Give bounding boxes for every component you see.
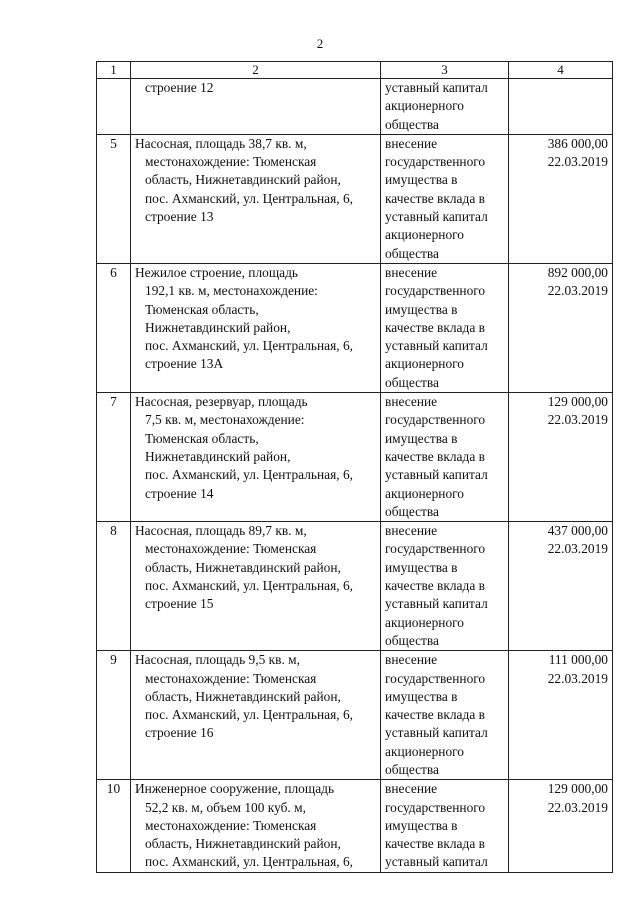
- description-line: местонахождение: Тюменская: [145, 670, 317, 686]
- header-col-2: 2: [131, 62, 381, 79]
- amount-value: 437 000,00: [547, 523, 608, 539]
- action-cell: [381, 393, 509, 522]
- description-line: строение 13А: [145, 356, 224, 372]
- date-value: 22.03.2019: [547, 799, 608, 815]
- continuation-value-cell: [509, 79, 613, 135]
- row-number-cell: 5: [97, 134, 131, 263]
- action-line: внесение: [385, 523, 438, 539]
- amount-value: 129 000,00: [547, 781, 608, 797]
- description-line: местонахождение: Тюменская: [145, 817, 317, 833]
- action-line: уставный капитал: [385, 209, 488, 225]
- amount-value: 386 000,00: [547, 135, 608, 151]
- amount-value: 111 000,00: [548, 652, 608, 668]
- action-line: имущества в: [385, 172, 458, 188]
- description-line: пос. Ахманский, ул. Центральная, 6,: [145, 578, 353, 594]
- action-line: внесение: [385, 652, 438, 668]
- action-line: уставный капитал: [385, 338, 488, 354]
- value-cell: [509, 263, 613, 392]
- action-cell: [381, 263, 509, 392]
- action-line: уставный капитал: [385, 854, 488, 870]
- description-line: Нижнетавдинский район,: [145, 319, 291, 335]
- description-line: местонахождение: Тюменская: [145, 541, 317, 557]
- action-line: уставный капитал: [385, 80, 488, 95]
- continuation-num-cell: [97, 79, 131, 135]
- action-line: внесение: [385, 394, 438, 410]
- date-value: 22.03.2019: [547, 670, 608, 686]
- date-value: 22.03.2019: [547, 541, 608, 557]
- row-number-cell: 8: [97, 522, 131, 651]
- action-line: имущества в: [385, 430, 458, 446]
- date-value: 22.03.2019: [547, 154, 608, 170]
- action-line: имущества в: [385, 559, 458, 575]
- description-line: область, Нижнетавдинский район,: [145, 688, 341, 704]
- description-line: строение 13: [145, 209, 214, 225]
- description-line: Нежилое строение, площадь: [135, 264, 299, 280]
- action-line: государственного: [385, 154, 486, 170]
- header-col-1: 1: [97, 62, 131, 79]
- description-line: область, Нижнетавдинский район,: [145, 836, 341, 852]
- continuation-row: [97, 79, 613, 135]
- table-row: [97, 393, 613, 522]
- description-cell: [131, 134, 381, 263]
- description-line: область, Нижнетавдинский район,: [145, 172, 341, 188]
- table-row: [97, 522, 613, 651]
- value-cell: [509, 393, 613, 522]
- description-line: строение 15: [145, 596, 214, 612]
- action-line: общества: [385, 503, 439, 519]
- description-line: пос. Ахманский, ул. Центральная, 6,: [145, 707, 353, 723]
- description-line: пос. Ахманский, ул. Центральная, 6,: [145, 854, 353, 870]
- description-line: пос. Ахманский, ул. Центральная, 6,: [145, 190, 353, 206]
- description-line: Инженерное сооружение, площадь: [135, 781, 335, 797]
- header-col-3: 3: [381, 62, 509, 79]
- action-line: имущества в: [385, 817, 458, 833]
- description-cell: [131, 522, 381, 651]
- continuation-description-cell: [131, 79, 381, 135]
- action-line: акционерного: [385, 227, 464, 243]
- action-line: общества: [385, 761, 439, 777]
- description-line: Тюменская область,: [145, 430, 259, 446]
- amount-value: 892 000,00: [547, 264, 608, 280]
- description-line: пос. Ахманский, ул. Центральная, 6,: [145, 467, 353, 483]
- description-line: область, Нижнетавдинский район,: [145, 559, 341, 575]
- action-line: государственного: [385, 283, 486, 299]
- table-row: [97, 134, 613, 263]
- header-col-4: 4: [509, 62, 613, 79]
- action-line: внесение: [385, 264, 438, 280]
- description-line: Насосная, резервуар, площадь: [135, 394, 308, 410]
- action-line: государственного: [385, 799, 486, 815]
- continuation-action-cell: [381, 79, 509, 135]
- action-line: акционерного: [385, 98, 464, 114]
- description-line: Насосная, площадь 38,7 кв. м,: [135, 135, 307, 151]
- date-value: 22.03.2019: [547, 412, 608, 428]
- description-cell: [131, 651, 381, 780]
- description-line: пос. Ахманский, ул. Центральная, 6,: [145, 338, 353, 354]
- table-header-row: [97, 62, 613, 79]
- action-line: качестве вклада в: [385, 448, 485, 464]
- description-line: 192,1 кв. м, местонахождение:: [145, 283, 318, 299]
- date-value: 22.03.2019: [547, 283, 608, 299]
- description-line: Насосная, площадь 89,7 кв. м,: [135, 523, 307, 539]
- row-number-cell: 9: [97, 651, 131, 780]
- action-line: качестве вклада в: [385, 707, 485, 723]
- description-line: Нижнетавдинский район,: [145, 448, 291, 464]
- action-line: имущества в: [385, 301, 458, 317]
- action-line: общества: [385, 374, 439, 390]
- action-cell: [381, 780, 509, 872]
- page-number: 2: [316, 36, 324, 51]
- action-line: акционерного: [385, 743, 464, 759]
- description-cell: [131, 393, 381, 522]
- description-line: местонахождение: Тюменская: [145, 154, 317, 170]
- value-cell: [509, 651, 613, 780]
- description-line: строение 12: [145, 80, 214, 95]
- table-row: [97, 263, 613, 392]
- amount-value: 129 000,00: [547, 394, 608, 410]
- action-line: акционерного: [385, 614, 464, 630]
- action-line: государственного: [385, 412, 486, 428]
- action-line: качестве вклада в: [385, 319, 485, 335]
- value-cell: [509, 780, 613, 872]
- description-line: Тюменская область,: [145, 301, 259, 317]
- action-line: имущества в: [385, 688, 458, 704]
- description-line: 7,5 кв. м, местонахождение:: [145, 412, 305, 428]
- action-line: акционерного: [385, 485, 464, 501]
- description-line: строение 14: [145, 485, 214, 501]
- action-line: государственного: [385, 670, 486, 686]
- property-table: [96, 61, 613, 873]
- row-number-cell: 7: [97, 393, 131, 522]
- action-line: уставный капитал: [385, 467, 488, 483]
- row-number-cell: 6: [97, 263, 131, 392]
- table-row: [97, 780, 613, 872]
- action-cell: [381, 134, 509, 263]
- description-cell: [131, 263, 381, 392]
- action-line: качестве вклада в: [385, 190, 485, 206]
- action-line: общества: [385, 245, 439, 261]
- action-line: уставный капитал: [385, 596, 488, 612]
- action-cell: [381, 522, 509, 651]
- row-number-cell: 10: [97, 780, 131, 872]
- action-line: качестве вклада в: [385, 836, 485, 852]
- action-line: государственного: [385, 541, 486, 557]
- description-line: строение 16: [145, 725, 214, 741]
- description-cell: [131, 780, 381, 872]
- action-line: внесение: [385, 781, 438, 797]
- action-line: общества: [385, 632, 439, 648]
- action-cell: [381, 651, 509, 780]
- description-line: 52,2 кв. м, объем 100 куб. м,: [145, 799, 306, 815]
- action-line: качестве вклада в: [385, 578, 485, 594]
- action-line: акционерного: [385, 356, 464, 372]
- table-row: [97, 651, 613, 780]
- action-line: внесение: [385, 135, 438, 151]
- value-cell: [509, 522, 613, 651]
- action-line: уставный капитал: [385, 725, 488, 741]
- action-line: общества: [385, 116, 439, 132]
- description-line: Насосная, площадь 9,5 кв. м,: [135, 652, 300, 668]
- value-cell: [509, 134, 613, 263]
